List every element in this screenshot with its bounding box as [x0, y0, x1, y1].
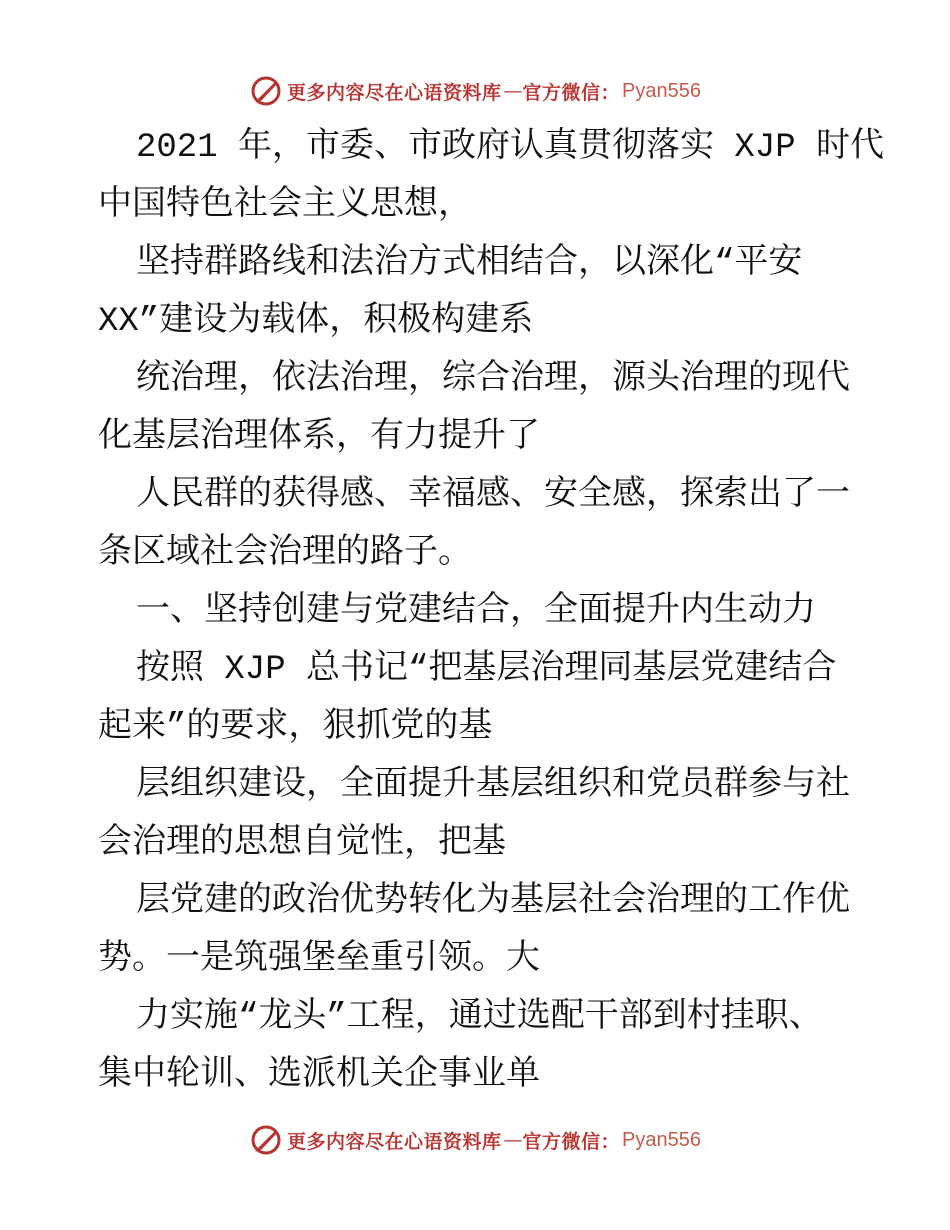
body-line: 按照 XJP 总书记“把基层治理同基层党建结合: [136, 651, 837, 689]
footer-brand-text: 更多内容尽在心语资料库: [287, 1130, 502, 1153]
body-line: 中国特色社会主义思想，: [98, 187, 472, 225]
body-line: 坚持群路线和法治方式相结合，以深化“平安: [136, 245, 803, 283]
body-line: 会治理的思想自觉性，把基: [98, 825, 506, 863]
body-line: XX”建设为载体，积极构建系: [98, 303, 534, 341]
footer-separator: —: [503, 1129, 523, 1151]
body-line: 统治理，依法治理，综合治理，源头治理的现代: [136, 361, 850, 399]
header-wechat-id: Pyan556: [622, 79, 701, 102]
header-brand-text: 更多内容尽在心语资料库: [287, 81, 502, 104]
body-line: 起来”的要求，狠抓党的基: [98, 709, 493, 747]
body-line: 人民群的获得感、幸福感、安全感，探索出了一: [136, 477, 850, 515]
body-line: 层组织建设，全面提升基层组织和党员群参与社: [136, 767, 850, 805]
document-body: [98, 119, 885, 1105]
body-line: 化基层治理体系，有力提升了: [98, 419, 540, 457]
header-watermark: [0, 71, 950, 111]
quill-pen-logo-icon: [249, 1123, 283, 1157]
header-wechat-label: 官方微信：: [522, 81, 621, 104]
section-heading: 一、坚持创建与党建结合，全面提升内生动力: [136, 593, 816, 631]
header-separator: —: [503, 80, 523, 102]
footer-wechat-label: 官方微信：: [522, 1130, 621, 1153]
footer-wechat-id: Pyan556: [622, 1128, 701, 1151]
body-line: 层党建的政治优势转化为基层社会治理的工作优: [136, 883, 850, 921]
footer-watermark: [0, 1120, 950, 1160]
body-line: 势。一是筑强堡垒重引领。大: [98, 941, 540, 979]
body-line: 力实施“龙头”工程，通过选配干部到村挂职、: [136, 999, 823, 1037]
body-line: 条区域社会治理的路子。: [98, 535, 472, 573]
quill-pen-logo-icon: [249, 74, 283, 108]
body-line: 集中轮训、选派机关企事业单: [98, 1057, 540, 1095]
body-line: 2021 年，市委、市政府认真贯彻落实 XJP 时代: [136, 129, 885, 167]
